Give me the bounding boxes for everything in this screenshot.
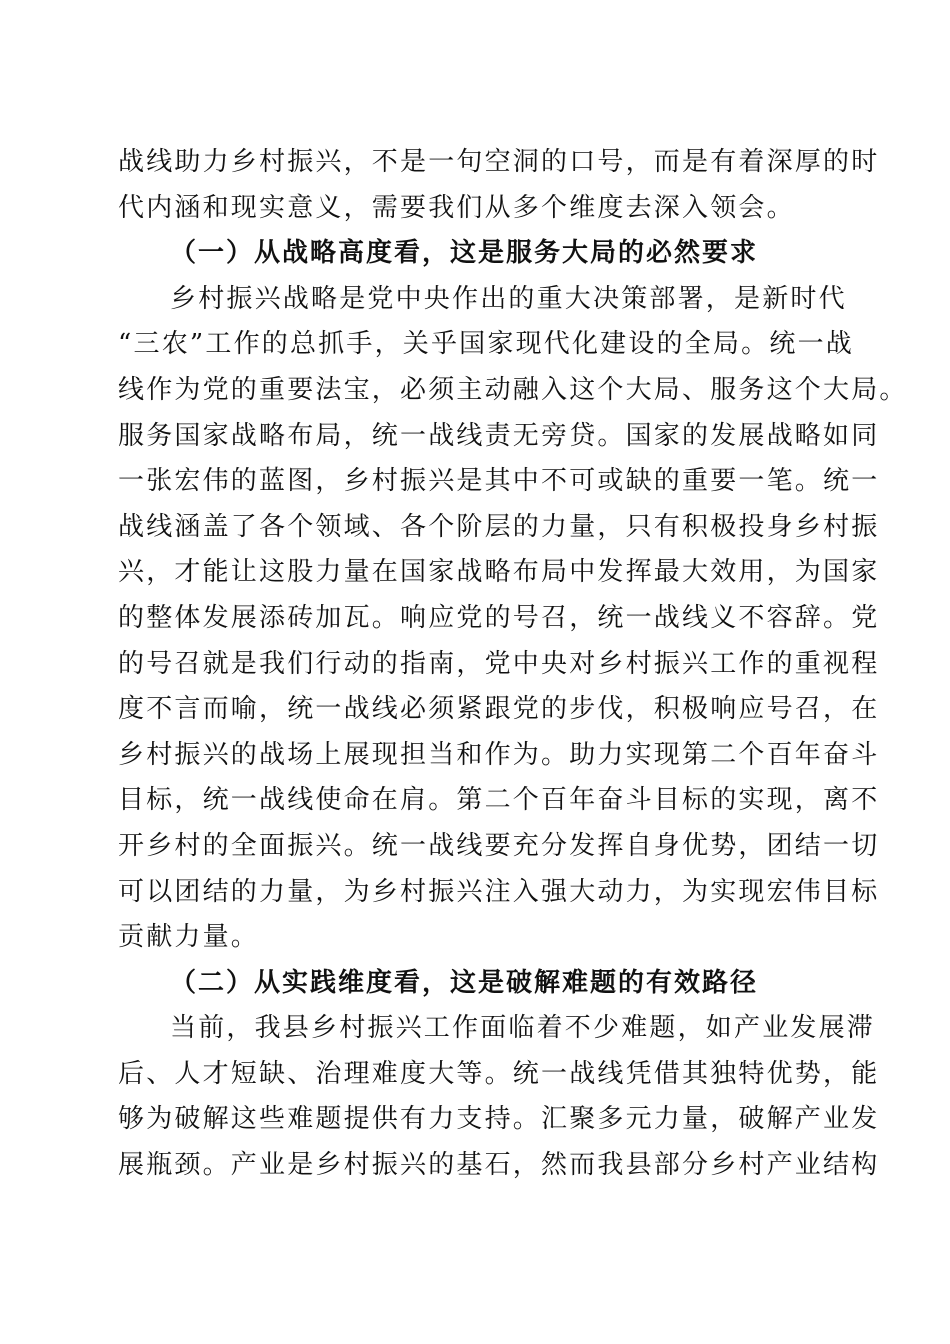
- body-text-line: 服务国家战略布局，统一战线责无旁贷。国家的发展战略如同: [118, 421, 880, 451]
- body-text-line: 的整体发展添砖加瓦。响应党的号召，统一战线义不容辞。党: [118, 603, 880, 633]
- body-text-line: 贡献力量。: [118, 922, 260, 952]
- body-text-line: 后、人才短缺、治理难度大等。统一战线凭借其独特优势，能: [118, 1059, 880, 1089]
- body-text-line: 开乡村的全面振兴。统一战线要充分发挥自身优势，团结一切: [118, 831, 880, 861]
- body-text-line: 乡村振兴战略是党中央作出的重大决策部署，是新时代: [170, 284, 847, 314]
- body-text-line: 目标，统一战线使命在肩。第二个百年奋斗目标的实现，离不: [118, 785, 880, 815]
- body-text-line: 线作为党的重要法宝，必须主动融入这个大局、服务这个大局。: [118, 375, 908, 405]
- body-text-line: 兴，才能让这股力量在国家战略布局中发挥最大效用，为国家: [118, 557, 880, 587]
- body-text-line: 可以团结的力量，为乡村振兴注入强大动力，为实现宏伟目标: [118, 877, 880, 907]
- section-heading-2: （二）从实践维度看，这是破解难题的有效路径: [170, 968, 759, 998]
- body-text-line: 展瓶颈。产业是乡村振兴的基石，然而我县部分乡村产业结构: [118, 1150, 880, 1180]
- body-text-line: 当前，我县乡村振兴工作面临着不少难题，如产业发展滞: [170, 1013, 876, 1043]
- body-text-line: “三农”工作的总抓手，关乎国家现代化建设的全局。统一战: [118, 329, 854, 359]
- body-text-line: 度不言而喻，统一战线必须紧跟党的步伐，积极响应号召，在: [118, 694, 880, 724]
- body-text-line: 够为破解这些难题提供有力支持。汇聚多元力量，破解产业发: [118, 1104, 880, 1134]
- section-heading-1: （一）从战略高度看，这是服务大局的必然要求: [170, 238, 759, 268]
- body-text-line: 的号召就是我们行动的指南，党中央对乡村振兴工作的重视程: [118, 649, 880, 679]
- body-text-line: 代内涵和现实意义，需要我们从多个维度去深入领会。: [118, 193, 795, 223]
- body-text-line: 战线助力乡村振兴，不是一句空洞的口号，而是有着深厚的时: [118, 147, 880, 177]
- body-text-line: 战线涵盖了各个领域、各个阶层的力量，只有积极投身乡村振: [118, 512, 880, 542]
- body-text-line: 乡村振兴的战场上展现担当和作为。助力实现第二个百年奋斗: [118, 740, 880, 770]
- body-text-line: 一张宏伟的蓝图，乡村振兴是其中不可或缺的重要一笔。统一: [118, 466, 880, 496]
